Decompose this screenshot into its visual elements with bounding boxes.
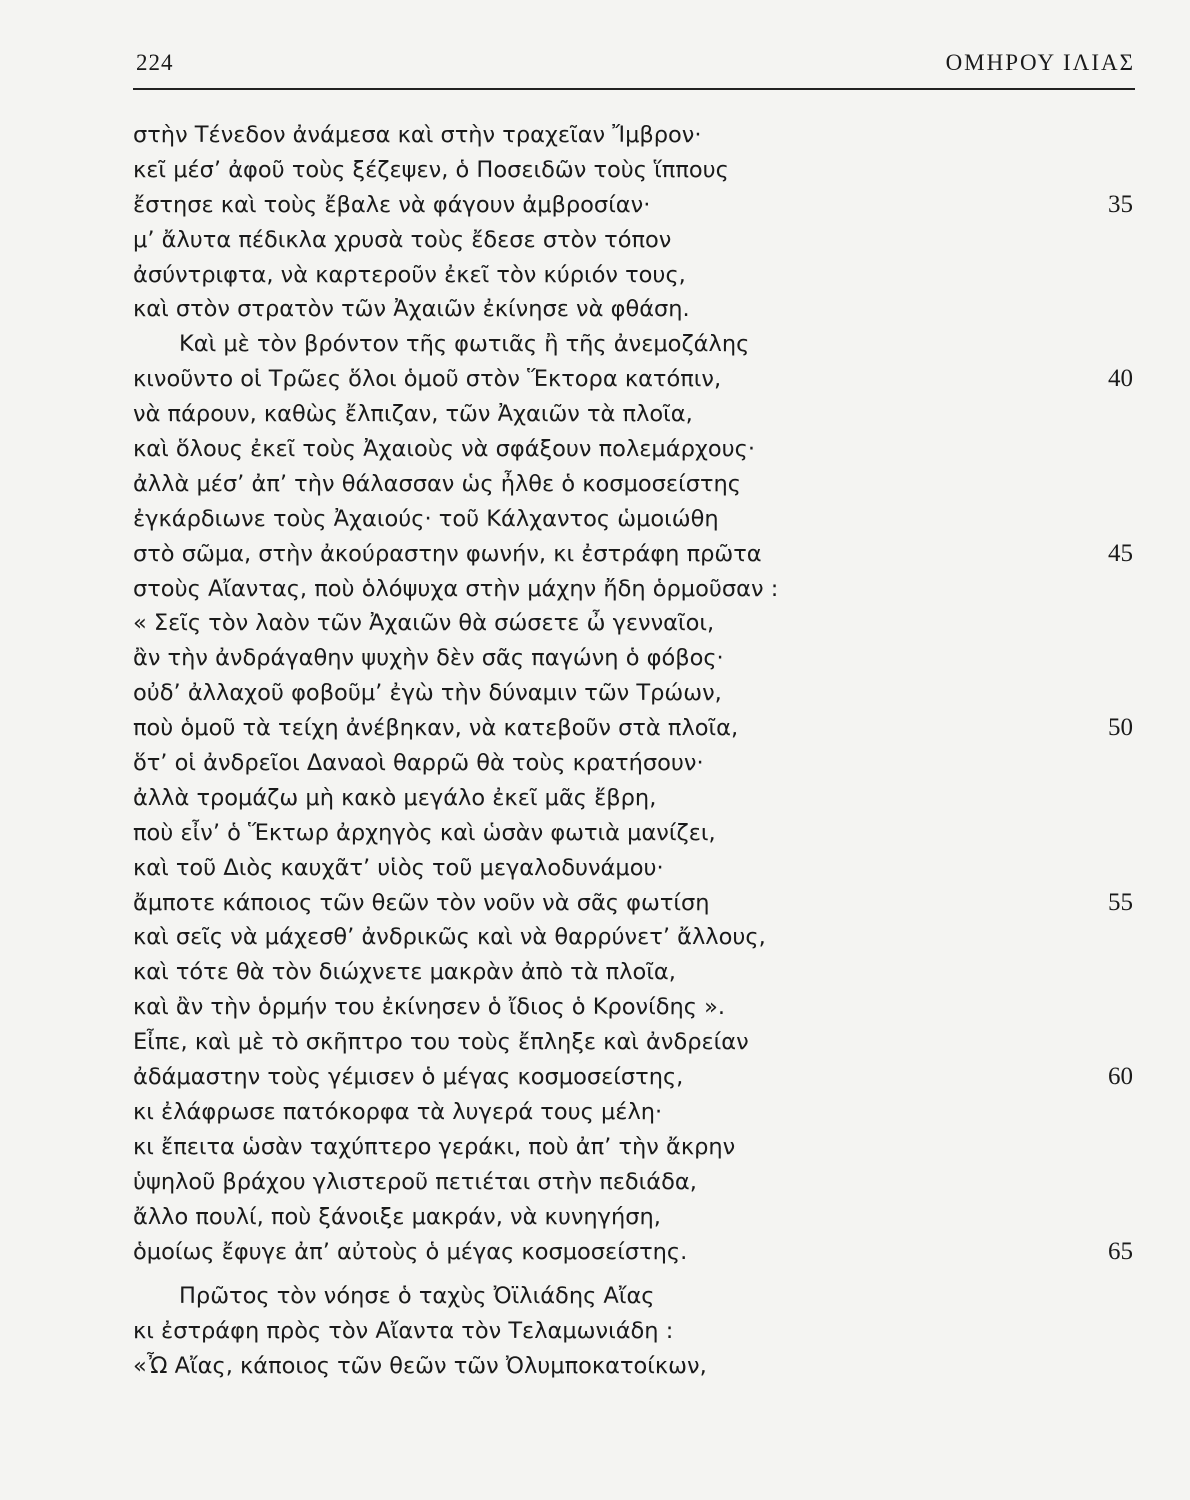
- verse-line: [133, 258, 1135, 293]
- verse-line: [133, 1314, 1135, 1349]
- verse-line: [133, 537, 1135, 572]
- verse-text: ὅτ’ οἱ ἀνδρεῖοι Δαναοὶ θαρρῶ θὰ τοὺς κρατήσουν·: [133, 750, 704, 777]
- verse-text: κι ἐλάφρωσε πατόκορφα τὰ λυγερά τους μέλη·: [133, 1098, 663, 1125]
- verse-line: [133, 606, 1135, 641]
- verse-block: [133, 118, 1135, 1384]
- verse-line: [133, 188, 1135, 223]
- verse-text: κι ἐστράφη πρὸς τὸν Αἴαντα τὸν Τελαμωνιάδη :: [133, 1318, 674, 1345]
- line-number: 40: [1108, 365, 1133, 393]
- verse-text: « Σεῖς τὸν λαὸν τῶν Ἀχαιῶν θὰ σώσετε ὦ γενναῖοι,: [133, 610, 715, 637]
- verse-line: [133, 746, 1135, 781]
- page-number: 224: [136, 50, 174, 75]
- verse-text: καὶ σεῖς νὰ μάχεσθ’ ἀνδρικῶς καὶ νὰ θαρρύνετ’ ἄλλους,: [133, 924, 766, 951]
- verse-line: [133, 153, 1135, 188]
- verse-line: [133, 467, 1135, 502]
- line-number: 60: [1108, 1063, 1133, 1091]
- line-number: 45: [1108, 539, 1133, 567]
- verse-line: [133, 676, 1135, 711]
- verse-text: ἀλλὰ τρομάζω μὴ κακὸ μεγάλο ἐκεῖ μᾶς ἔβρη,: [133, 784, 657, 811]
- verse-line: [133, 118, 1135, 153]
- verse-text: οὐδ’ ἀλλαχοῦ φοβοῦμ’ ἐγὼ τὴν δύναμιν τῶν Τρώων,: [133, 680, 722, 707]
- verse-text: «Ὦ Αἴας, κάποιος τῶν θεῶν τῶν Ὀλυμποκατοίκων,: [133, 1353, 707, 1380]
- verse-line: [133, 1060, 1135, 1095]
- verse-text: νὰ πάρουν, καθὼς ἔλπιζαν, τῶν Ἀχαιῶν τὰ πλοῖα,: [133, 401, 693, 428]
- verse-line: [133, 1025, 1135, 1060]
- page-header: [133, 48, 1135, 90]
- verse-text: ποὺ εἶν’ ὁ Ἕκτωρ ἀρχηγὸς καὶ ὡσὰν φωτιὰ μανίζει,: [133, 819, 716, 846]
- verse-text: ὑψηλοῦ βράχου γλιστεροῦ πετιέται στὴν πεδιάδα,: [133, 1168, 697, 1195]
- verse-text: καὶ ἂν τὴν ὁρμήν του ἐκίνησεν ὁ ἴδιος ὁ Κρονίδης ».: [133, 994, 726, 1021]
- verse-line: [133, 1279, 1135, 1314]
- verse-text: στοὺς Αἴαντας, ποὺ ὁλόψυχα στὴν μάχην ἤδη ὁρμοῦσαν :: [133, 575, 779, 602]
- verse-text: ἀλλὰ μέσ’ ἀπ’ τὴν θάλασσαν ὡς ἦλθε ὁ κοσμοσείστης: [133, 470, 741, 497]
- verse-line: [133, 1235, 1135, 1270]
- verse-line: [133, 432, 1135, 467]
- verse-line: [133, 1165, 1135, 1200]
- verse-text: Εἶπε, καὶ μὲ τὸ σκῆπτρο του τοὺς ἔπληξε καὶ ἀνδρείαν: [133, 1029, 749, 1056]
- verse-text: κι ἔπειτα ὡσὰν ταχύπτερο γεράκι, ποὺ ἀπ’ τὴν ἄκρην: [133, 1133, 736, 1160]
- verse-line: [133, 886, 1135, 921]
- verse-text: ἀδάμαστην τοὺς γέμισεν ὁ μέγας κοσμοσείστης,: [133, 1064, 684, 1091]
- verse-text: ὁμοίως ἔφυγε ἀπ’ αὐτοὺς ὁ μέγας κοσμοσείστης.: [133, 1238, 688, 1265]
- verse-line: [133, 920, 1135, 955]
- verse-text: Καὶ μὲ τὸν βρόντον τῆς φωτιᾶς ἢ τῆς ἀνεμοζάλης: [179, 331, 750, 358]
- verse-line: [133, 327, 1135, 362]
- running-title: ΟΜΗΡΟΥ ΙΛΙΑΣ: [945, 50, 1135, 75]
- verse-line: [133, 572, 1135, 607]
- verse-line: [133, 223, 1135, 258]
- verse-line: [133, 362, 1135, 397]
- verse-text: κεῖ μέσ’ ἀφοῦ τοὺς ξέζεψεν, ὁ Ποσειδῶν τοὺς ἵππους: [133, 156, 729, 183]
- verse-text: ποὺ ὁμοῦ τὰ τείχη ἀνέβηκαν, νὰ κατεβοῦν στὰ πλοῖα,: [133, 715, 739, 742]
- verse-line: [133, 1095, 1135, 1130]
- verse-line: [133, 781, 1135, 816]
- line-number: 35: [1108, 190, 1133, 218]
- line-number: 50: [1108, 714, 1133, 742]
- verse-text: ἂν τὴν ἀνδράγαθην ψυχὴν δὲν σᾶς παγώνη ὁ φόβος·: [133, 645, 724, 672]
- verse-line: [133, 990, 1135, 1025]
- verse-text: στὴν Τένεδον ἀνάμεσα καὶ στὴν τραχεῖαν Ἴμβρον·: [133, 122, 702, 148]
- verse-text: μ’ ἄλυτα πέδικλα χρυσὰ τοὺς ἔδεσε στὸν τόπον: [133, 226, 672, 253]
- verse-text: Πρῶτος τὸν νόησε ὁ ταχὺς Ὀϊλιάδης Αἴας: [179, 1283, 655, 1310]
- verse-line: [133, 1200, 1135, 1235]
- verse-text: καὶ στὸν στρατὸν τῶν Ἀχαιῶν ἐκίνησε νὰ φθάση.: [133, 296, 690, 323]
- verse-line: [133, 292, 1135, 327]
- verse-text: ἀσύντριφτα, νὰ καρτεροῦν ἐκεῖ τὸν κύριόν τους,: [133, 261, 686, 288]
- verse-line: [133, 1130, 1135, 1165]
- verse-text: καὶ ὅλους ἐκεῖ τοὺς Ἀχαιοὺς νὰ σφάξουν πολεμάρχους·: [133, 436, 755, 463]
- verse-text: ἄμποτε κάποιος τῶν θεῶν τὸν νοῦν νὰ σᾶς φωτίση: [133, 889, 710, 916]
- verse-line: [133, 641, 1135, 676]
- verse-text: ἐγκάρδιωνε τοὺς Ἀχαιούς· τοῦ Κάλχαντος ὡμοιώθη: [133, 505, 719, 532]
- verse-line: [133, 397, 1135, 432]
- verse-text: ἔστησε καὶ τοὺς ἔβαλε νὰ φάγουν ἀμβροσίαν·: [133, 191, 651, 218]
- line-number: 55: [1108, 888, 1133, 916]
- verse-text: καὶ τοῦ Διὸς καυχᾶτ’ υἱὸς τοῦ μεγαλοδυνάμου·: [133, 854, 664, 881]
- verse-text: στὸ σῶμα, στὴν ἀκούραστην φωνήν, κι ἐστράφη πρῶτα: [133, 540, 762, 567]
- verse-line: [133, 816, 1135, 851]
- verse-text: ἄλλο πουλί, ποὺ ξάνοιξε μακράν, νὰ κυνηγήση,: [133, 1203, 661, 1230]
- verse-line: [133, 502, 1135, 537]
- verse-line: [133, 851, 1135, 886]
- verse-line: [133, 955, 1135, 990]
- verse-line: [133, 711, 1135, 746]
- verse-line: [133, 1349, 1135, 1384]
- verse-text: κινοῦντο οἱ Τρῶες ὅλοι ὁμοῦ στὸν Ἕκτορα κατόπιν,: [133, 366, 722, 393]
- line-number: 65: [1108, 1237, 1133, 1265]
- verse-text: καὶ τότε θὰ τὸν διώχνετε μακρὰν ἀπὸ τὰ πλοῖα,: [133, 959, 676, 986]
